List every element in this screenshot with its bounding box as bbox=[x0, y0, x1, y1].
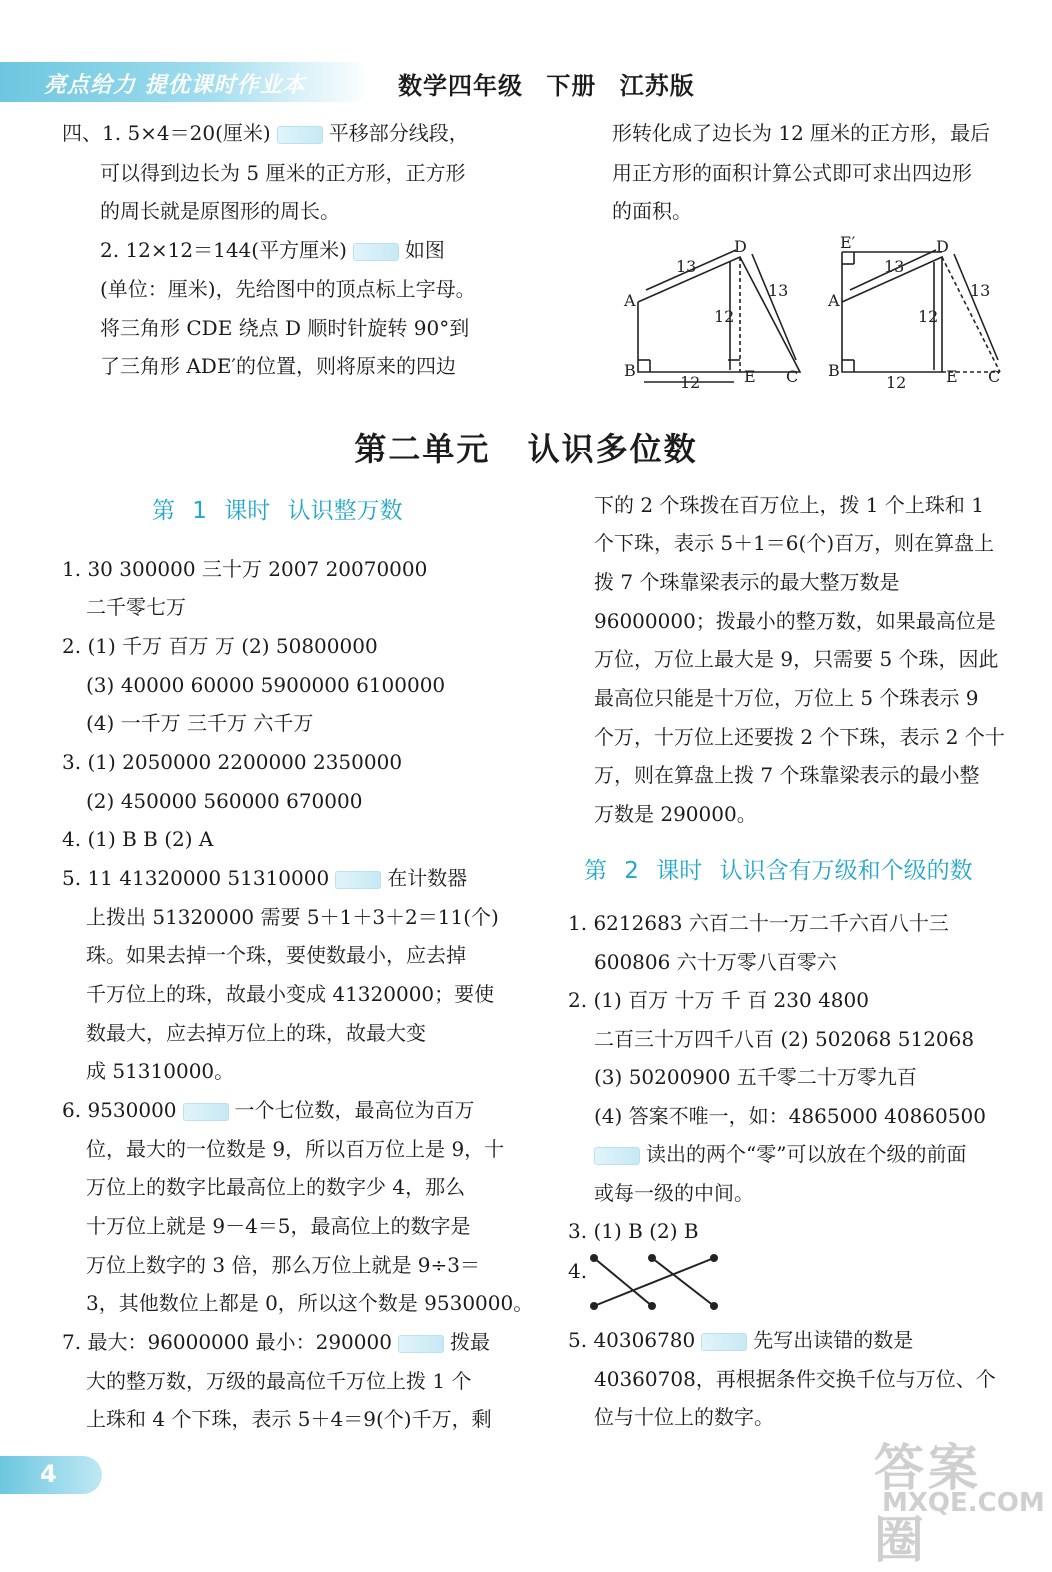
answer-line: 最高位只能是十万位，万位上 5 个珠表示 9 bbox=[594, 686, 979, 710]
answer-line: 千万位上的珠，故最小变成 41320000；要使 bbox=[86, 982, 495, 1006]
answer-line: 十万位上就是 9－4＝5，最高位上的数字是 bbox=[86, 1214, 471, 1238]
answer-line: 万位，万位上最大是 9，只需要 5 个珠，因此 bbox=[594, 647, 999, 671]
dim-dc2: 13 bbox=[970, 281, 991, 300]
label-a2: A bbox=[828, 291, 840, 310]
answer-line: 个下珠，表示 5＋1＝6(个)百万，则在算盘上 bbox=[594, 531, 995, 555]
answer-line: 4. bbox=[568, 1259, 588, 1283]
label-c: C bbox=[786, 367, 799, 386]
answer-line: 5. 40306780 先写出读错的数是 bbox=[568, 1328, 914, 1352]
answer-line: 上拨出 51320000 需要 5＋1＋3＋2＝11(个) bbox=[86, 905, 499, 929]
answer-line: 1. 30 300000 三十万 2007 20070000 bbox=[62, 557, 428, 581]
answer-line: 40360708，再根据条件交换千位与万位、个 bbox=[594, 1367, 996, 1391]
answer-line: 2. (1) 千万 百万 万 (2) 50800000 bbox=[62, 634, 378, 658]
answer-line: 万位上数字的 3 倍，那么万位上就是 9÷3＝ bbox=[86, 1253, 481, 1277]
answer-line: 2. (1) 百万 十万 千 百 230 4800 bbox=[568, 988, 869, 1012]
lesson-1-title: 第 1 课时 认识整万数 bbox=[152, 498, 403, 524]
answer-line: 拨 7 个珠靠梁表示的最大整万数是 bbox=[594, 570, 900, 594]
answer-line: 7. 最大：96000000 最小：290000 拨最 bbox=[62, 1330, 490, 1354]
answer-line: (4) 一千万 三千万 六千万 bbox=[86, 711, 314, 735]
answer-line: 用正方形的面积计算公式即可求出四边形 bbox=[612, 161, 972, 185]
watermark-main: 答案圈 bbox=[874, 1439, 982, 1569]
answer-line: 可以得到边长为 5 厘米的正方形，正方形 bbox=[100, 161, 466, 185]
answer-line: 下的 2 个珠拨在百万位上，拨 1 个上珠和 1 bbox=[594, 493, 984, 517]
answer-line: 位，最大的一位数是 9，所以百万位上是 9，十 bbox=[86, 1137, 505, 1161]
answer-line: 3，其他数位上都是 0，所以这个数是 9530000。 bbox=[86, 1291, 534, 1315]
explanation-tag bbox=[353, 243, 399, 261]
answer-line: 万位上的数字比最高位上的数字少 4，那么 bbox=[86, 1175, 466, 1199]
answer-line: 将三角形 CDE 绕点 D 顺时针旋转 90°到 bbox=[100, 316, 470, 340]
matching-lines bbox=[586, 1248, 722, 1316]
answer-line: (4) 答案不唯一，如：4865000 40860500 bbox=[594, 1104, 986, 1128]
answer-line: 2. 12×12＝144(平方厘米) 如图 bbox=[100, 238, 445, 262]
answer-line: 珠。如果去掉一个珠，要使数最小，应去掉 bbox=[86, 943, 466, 967]
label-a: A bbox=[624, 291, 636, 310]
label-d: D bbox=[734, 237, 747, 256]
answer-line: 96000000；拨最小的整万数，如果最高位是 bbox=[594, 609, 996, 633]
page-number-tab bbox=[0, 1456, 102, 1494]
lesson-2-title: 第 2 课时 认识含有万级和个级的数 bbox=[584, 858, 973, 884]
header-banner bbox=[0, 62, 372, 102]
answer-line: 数最大，应去掉万位上的珠，故最大变 bbox=[86, 1021, 426, 1045]
page-number: 4 bbox=[40, 1460, 57, 1488]
answer-line: (2) 450000 560000 670000 bbox=[86, 789, 363, 813]
watermark bbox=[870, 1428, 1045, 1569]
answer-line: 成 51310000。 bbox=[86, 1059, 235, 1083]
label-e: E bbox=[744, 367, 756, 386]
answer-line: 的周长就是原图形的周长。 bbox=[100, 199, 340, 223]
dim-be: 12 bbox=[680, 373, 701, 392]
explanation-tag bbox=[277, 126, 323, 144]
label-e2: E bbox=[946, 367, 958, 386]
explanation-tag bbox=[701, 1333, 747, 1351]
answer-line: 万，则在算盘上拨 7 个珠靠梁表示的最小整 bbox=[594, 763, 980, 787]
answer-line: 3. (1) B (2) B bbox=[568, 1219, 699, 1243]
answer-line: 万数是 290000。 bbox=[594, 802, 757, 826]
book-info: 数学四年级 下册 江苏版 bbox=[398, 72, 695, 100]
answer-line: (3) 50200900 五千零二十万零九百 bbox=[594, 1065, 917, 1089]
answer-line: 或每一级的中间。 bbox=[594, 1181, 754, 1205]
answer-line: 了三角形 ADE′的位置，则将原来的四边 bbox=[100, 354, 456, 378]
answer-line: 大的整万数，万级的最高位千万位上拨 1 个 bbox=[86, 1369, 472, 1393]
explanation-tag bbox=[398, 1335, 444, 1353]
answer-line: 5. 11 41320000 51310000 在计数器 bbox=[62, 866, 468, 890]
answer-line: 6. 9530000 一个七位数，最高位为百万 bbox=[62, 1098, 475, 1122]
answer-line: 形转化成了边长为 12 厘米的正方形，最后 bbox=[612, 121, 991, 145]
dim-de: 12 bbox=[714, 307, 735, 326]
label-d2: D bbox=[936, 237, 949, 256]
label-b: B bbox=[624, 361, 636, 380]
answer-line: 的面积。 bbox=[612, 199, 692, 223]
watermark-sub: MXQE.COM bbox=[882, 1488, 1045, 1518]
answer-line: 二百三十万四千八百 (2) 502068 512068 bbox=[594, 1027, 975, 1051]
answer-line: 读出的两个“零”可以放在个级的前面 bbox=[594, 1141, 966, 1167]
answer-line: 位与十位上的数字。 bbox=[594, 1405, 774, 1429]
answer-line: 二千零七万 bbox=[86, 595, 186, 619]
dim-ad: 13 bbox=[676, 257, 697, 276]
answer-line: (单位：厘米)，先给图中的顶点标上字母。 bbox=[100, 277, 476, 301]
answer-line: 4. (1) B B (2) A bbox=[62, 827, 214, 851]
dim-dc: 13 bbox=[768, 281, 789, 300]
label-e-prime: E′ bbox=[840, 233, 856, 252]
banner-text: 亮点给力 提优课时作业本 bbox=[44, 73, 306, 98]
dim-de2: 12 bbox=[918, 307, 939, 326]
answer-line: 600806 六十万零八百零六 bbox=[594, 950, 837, 974]
answer-line: 3. (1) 2050000 2200000 2350000 bbox=[62, 750, 403, 774]
label-b2: B bbox=[828, 361, 840, 380]
explanation-tag bbox=[335, 871, 381, 889]
answer-line: 1. 6212683 六百二十一万二千六百八十三 bbox=[568, 911, 949, 935]
label-c2: C bbox=[988, 367, 1001, 386]
dim-ad2: 13 bbox=[884, 257, 905, 276]
answer-line: 个万，十万位上还要拨 2 个下珠，表示 2 个十 bbox=[594, 725, 1005, 749]
answer-line: (3) 40000 60000 5900000 6100000 bbox=[86, 673, 446, 697]
rotation-figure bbox=[610, 232, 1030, 392]
explanation-tag bbox=[183, 1103, 229, 1121]
dim-be2: 12 bbox=[886, 373, 907, 392]
explanation-tag bbox=[594, 1147, 640, 1165]
answer-line: 四、1. 5×4＝20(厘米) 平移部分线段， bbox=[62, 121, 469, 145]
unit-title: 第二单元 认识多位数 bbox=[354, 430, 698, 468]
answer-line: 上珠和 4 个下珠，表示 5＋4＝9(个)千万，剩 bbox=[86, 1407, 492, 1431]
